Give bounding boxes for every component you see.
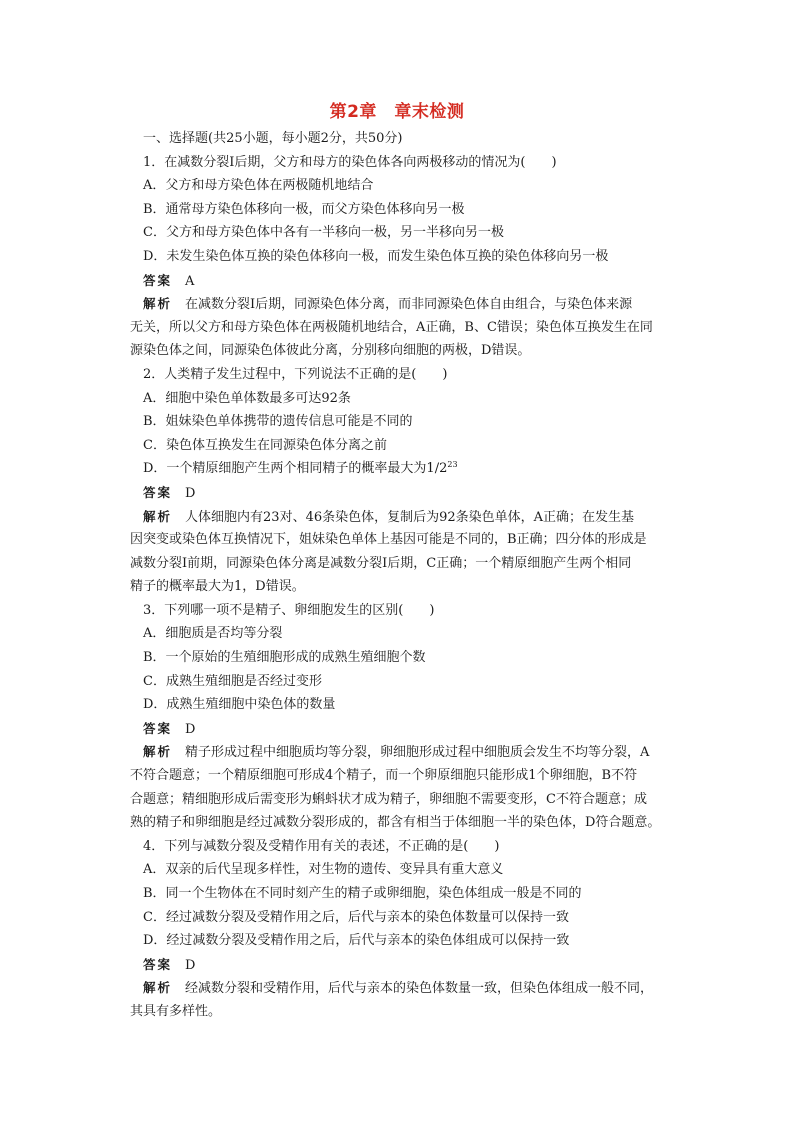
option-d: D．未发生染色体互换的染色体移向一极，而发生染色体互换的染色体移向另一极 <box>143 248 609 264</box>
option-a: A．细胞中染色单体数最多可达92条 <box>143 390 351 406</box>
answer-label: 答案 <box>143 956 173 972</box>
explain-line <box>143 292 680 316</box>
answer-label: 答案 <box>143 272 173 288</box>
option-a: A．细胞质是否均等分裂 <box>143 626 283 642</box>
answer-value: D <box>185 485 196 501</box>
answer-value: A <box>185 273 195 289</box>
explain-line <box>143 505 680 529</box>
option-d: D．经过减数分裂及受精作用之后，后代与亲本的染色体组成可以保持一致 <box>143 933 570 949</box>
explain-text: 减数分裂Ⅰ前期，同源染色体分离是减数分裂Ⅰ后期，C正确；一个精原细胞产生两个相同 <box>130 555 632 571</box>
option-c: C．父方和母方染色体中各有一半移向一极，另一半移向另一极 <box>143 225 504 241</box>
question-stem: 2．人类精子发生过程中，下列说法不正确的是( ) <box>143 366 448 382</box>
explain-label: 解析 <box>143 980 173 996</box>
question-stem: 3．下列哪一项不是精子、卵细胞发生的区别( ) <box>143 602 435 618</box>
answer-line <box>143 481 680 505</box>
explain-text: 在减数分裂Ⅰ后期，同源染色体分离，而非同源染色体自由组合，与染色体来源 <box>185 297 633 313</box>
option-b: B．姐妹染色单体携带的遗传信息可能是不同的 <box>143 414 413 430</box>
question-3 <box>130 599 680 835</box>
option-d <box>143 457 680 481</box>
explain-text: 经减数分裂和受精作用，后代与亲本的染色体数量一致，但染色体组成一般不同， <box>185 981 654 997</box>
option-b: B．一个原始的生殖细胞形成的成熟生殖细胞个数 <box>143 650 426 666</box>
option-a: A．父方和母方染色体在两极随机地结合 <box>143 178 374 194</box>
answer-value: D <box>185 721 196 737</box>
explain-text: 人体细胞内有23对、46条染色体，复制后为92条染色单体，A正确；在发生基 <box>185 509 635 525</box>
explain-text: 无关，所以父方和母方染色体在两极随机地结合，A正确，B、C错误；染色体互换发生在同 <box>130 319 653 335</box>
explain-text: 其具有多样性。 <box>130 1003 222 1019</box>
chapter-title: 第2章 章末检测 <box>329 102 465 122</box>
question-4 <box>130 835 680 1024</box>
option-c: C．经过减数分裂及受精作用之后，后代与亲本的染色体数量可以保持一致 <box>143 909 569 925</box>
question-stem: 4．下列与减数分裂及受精作用有关的表述，不正确的是( ) <box>143 838 500 854</box>
option-c: C．染色体互换发生在同源染色体分离之前 <box>143 437 387 453</box>
answer-line <box>143 953 680 977</box>
content <box>130 127 680 1024</box>
explain-line <box>143 740 680 764</box>
option-d-text: D．一个精原细胞产生两个相同精子的概率最大为1/2 <box>143 461 448 477</box>
option-d: D．成熟生殖细胞中染色体的数量 <box>143 697 336 713</box>
explain-label: 解析 <box>143 296 173 312</box>
option-b: B．同一个生物体在不同时刻产生的精子或卵细胞，染色体组成一般是不同的 <box>143 886 582 901</box>
question-stem: 1．在减数分裂Ⅰ后期，父方和母方的染色体各向两极移动的情况为( ) <box>143 154 557 170</box>
option-c: C．成熟生殖细胞是否经过变形 <box>143 673 322 689</box>
option-a: A．双亲的后代呈现多样性，对生物的遗传、变异具有重大意义 <box>143 862 504 878</box>
question-2 <box>130 363 680 599</box>
exponent: 23 <box>447 460 458 470</box>
section-heading: 一、选择题(共25小题，每小题2分，共50分) <box>143 131 403 146</box>
answer-line <box>143 269 680 293</box>
answer-label: 答案 <box>143 484 173 500</box>
explain-text: 精子的概率最大为1，D错误。 <box>130 579 305 595</box>
explain-line <box>143 976 680 1000</box>
explain-text: 熟的精子和卵细胞是经过减数分裂形成的，都含有相当于体细胞一半的染色体，D符合题意。 <box>130 815 661 831</box>
explain-text: 因突变或染色体互换情况下，姐妹染色单体上基因可能是不同的，B正确；四分体的形成是 <box>130 532 647 548</box>
answer-value: D <box>185 957 196 973</box>
explain-label: 解析 <box>143 508 173 524</box>
answer-label: 答案 <box>143 720 173 736</box>
question-1 <box>130 151 680 363</box>
explain-text: 源染色体之间，同源染色体彼此分离，分别移向细胞的两极，D错误。 <box>130 343 531 359</box>
explain-label: 解析 <box>143 744 173 760</box>
explain-text: 合题意；精细胞形成后需变形为蝌蚪状才成为精子，卵细胞不需要变形，C不符合题意；成 <box>130 791 647 807</box>
option-b: B．通常母方染色体移向一极，而父方染色体移向另一极 <box>143 201 465 217</box>
answer-line <box>143 717 680 741</box>
explain-text: 不符合题意；一个精原细胞可形成4个精子，而一个卵原细胞只能形成1个卵细胞，B不符 <box>130 768 638 784</box>
explain-text: 精子形成过程中细胞质均等分裂，卵细胞形成过程中细胞质会发生不均等分裂，A <box>185 745 650 761</box>
